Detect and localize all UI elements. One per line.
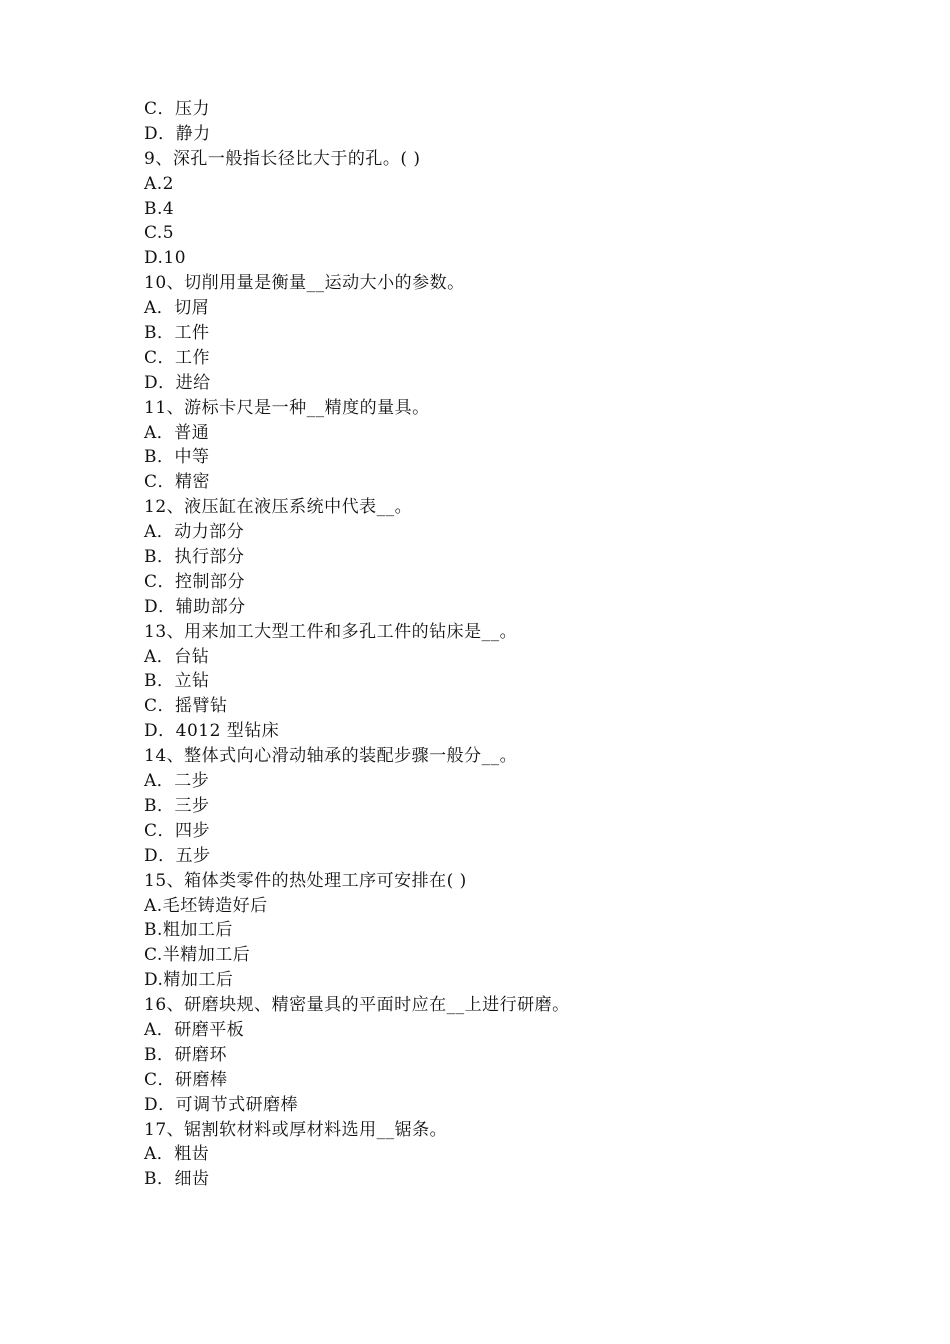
question-line: 13、用来加工大型工件和多孔工件的钻床是__。 [144, 621, 518, 642]
option-line: A.毛坯铸造好后 [144, 895, 268, 916]
option-line: A．切屑 [144, 298, 210, 319]
option-line: D.10 [144, 248, 187, 269]
option-line: C．压力 [144, 99, 211, 119]
option-line: D．辅助部分 [144, 596, 246, 617]
option-line: A．研磨平板 [144, 1019, 245, 1040]
option-line: C．精密 [144, 472, 211, 493]
question-line: 9、深孔一般指长径比大于的孔。( ) [144, 148, 421, 169]
option-line: D．可调节式研磨棒 [144, 1094, 299, 1115]
option-line: C．摇臂钻 [144, 696, 228, 717]
option-line: B．研磨环 [144, 1044, 227, 1065]
option-line: A．动力部分 [144, 522, 245, 543]
option-line: B.粗加工后 [144, 920, 233, 941]
option-line: D．五步 [144, 845, 211, 866]
question-text-block [144, 97, 824, 1192]
option-line: B.4 [144, 198, 175, 219]
option-line: A．普通 [144, 422, 210, 443]
option-line: B．立钻 [144, 671, 210, 692]
option-line: C．工作 [144, 347, 211, 368]
option-line: C.半精加工后 [144, 945, 251, 966]
question-line: 17、锯割软材料或厚材料选用__锯条。 [144, 1119, 448, 1140]
question-line: 16、研磨块规、精密量具的平面时应在__上进行研磨。 [144, 995, 570, 1016]
question-line: 14、整体式向心滑动轴承的装配步骤一般分__。 [144, 746, 518, 767]
option-line: D.精加工后 [144, 970, 234, 991]
option-line: B．中等 [144, 447, 210, 468]
option-line: C．控制部分 [144, 571, 246, 592]
question-line: 15、箱体类零件的热处理工序可安排在( ) [144, 870, 467, 891]
option-line: D．4012 型钻床 [144, 721, 280, 742]
option-line: B．执行部分 [144, 547, 245, 568]
question-line: 10、切削用量是衡量__运动大小的参数。 [144, 273, 465, 294]
option-line: B．细齿 [144, 1169, 210, 1190]
option-line: A.2 [144, 173, 174, 194]
option-line: A．二步 [144, 771, 210, 792]
question-line: 12、液压缸在液压系统中代表__。 [144, 497, 413, 518]
option-line: C．四步 [144, 820, 211, 841]
option-line: B．三步 [144, 795, 210, 816]
option-line: A．粗齿 [144, 1144, 210, 1165]
option-line: A．台钻 [144, 646, 210, 667]
option-line: D．静力 [144, 123, 211, 144]
question-line: 11、游标卡尺是一种__精度的量具。 [144, 397, 430, 418]
option-line: C.5 [144, 223, 175, 244]
option-line: D．进给 [144, 372, 211, 393]
option-line: C．研磨棒 [144, 1069, 228, 1090]
option-line: B．工件 [144, 323, 210, 344]
